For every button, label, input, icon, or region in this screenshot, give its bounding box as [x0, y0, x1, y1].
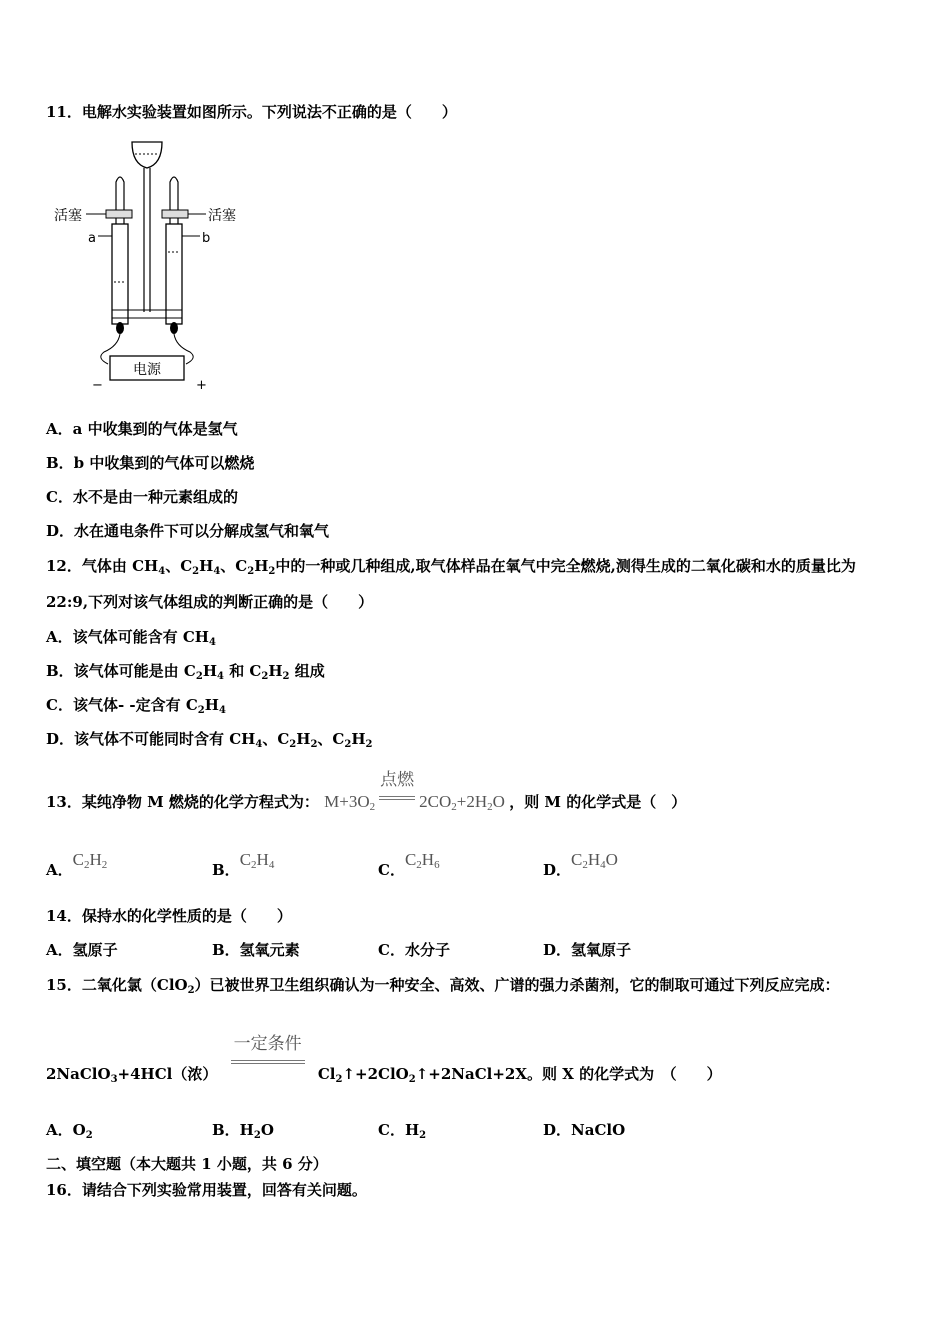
q13-equation: $M+3O_2$ 点燃 $2CO_2+2H_2O$ [324, 770, 505, 813]
q15-option-d: D．NaClO [543, 1121, 626, 1139]
minus-label: − [92, 378, 103, 393]
q11-option-a: A．a 中收集到的气体是氢气 [46, 420, 238, 438]
q13-option-b: B．$C_2H_4$ [212, 850, 275, 879]
q14-option-d: D．氢氧原子 [543, 941, 632, 959]
q12-option-b: B．该气体可能是由 $C_2H_4$ 和 $C_2H_2$ 组成 [46, 662, 325, 682]
electrolysis-apparatus-figure [40, 132, 250, 394]
tube-b-label: b [202, 231, 211, 246]
q14-option-c: C．水分子 [378, 941, 450, 959]
q12-stem-line1: 12．气体由 $CH_4$、$C_2H_4$、$C_2H_2$中的一种或几种组成,取气体样品在氧气中完全燃烧,测得生成的二氧化碳和水的质量比为 [46, 557, 856, 577]
q15-option-a: A．$O_2$ [46, 1121, 93, 1141]
section2-title: 二、填空题（本大题共 1 小题，共 6 分） [46, 1155, 328, 1173]
q14-option-b: B．氢氧元素 [212, 941, 300, 959]
q13-option-c: C．$C_2H_6$ [378, 850, 440, 879]
q13-option-d: D．$C_2H_4O$ [543, 850, 618, 879]
stopcock-right-label: 活塞 [208, 208, 236, 224]
q16-stem: 16．请结合下列实验常用装置，回答有关问题。 [46, 1181, 367, 1199]
q11-option-d: D．水在通电条件下可以分解成氢气和氧气 [46, 522, 330, 540]
q14-stem: 14．保持水的化学性质的是（ ） [46, 907, 292, 925]
q15-equation: 2NaClO$_3$+4HCl（浓） 一定条件 $Cl_2↑+2ClO_2↑+2NaCl+2X$。则 X 的化学式为 （ ） [46, 1034, 722, 1085]
q14-option-a: A．氢原子 [46, 941, 118, 959]
plus-label: + [196, 378, 207, 393]
q13-option-a: A．$C_2H_2$ [46, 850, 108, 879]
stopcock-left-label: 活塞 [54, 208, 82, 224]
q15-option-b: B．$H_2O$ [212, 1121, 274, 1141]
q15-condition-arrow: 一定条件 [227, 1048, 309, 1078]
q15-option-c: C．$H_2$ [378, 1121, 427, 1141]
q12-option-a: A．该气体可能含有 $CH_4$ [46, 628, 216, 648]
q11-option-b: B．b 中收集到的气体可以燃烧 [46, 454, 255, 472]
tube-a-label: a [88, 231, 96, 246]
q12-option-c: C．该气体- -定含有 $C_2H_4$ [46, 696, 226, 716]
q12-option-d: D．该气体不可能同时含有 $CH_4$、$C_2H_2$、$C_2H_2$ [46, 730, 373, 750]
power-label: 电源 [133, 362, 161, 378]
q11-stem: 11．电解水实验装置如图所示。下列说法不正确的是（ ） [46, 103, 457, 121]
q13-stem: 13．某纯净物 M 燃烧的化学方程式为： $M+3O_2$ 点燃 $2CO_2+2H_2O$ ，则 M 的化学式是（ ） [46, 770, 687, 813]
q11-option-c: C．水不是由一种元素组成的 [46, 488, 238, 506]
q15-stem: 15．二氧化氯（ClO$_2$）已被世界卫生组织确认为一种安全、高效、广谱的强力杀菌剂，它的制取可通过下列反应完成： [46, 976, 840, 996]
q12-stem-line2: 22:9,下列对该气体组成的判断正确的是（ ） [46, 593, 374, 611]
